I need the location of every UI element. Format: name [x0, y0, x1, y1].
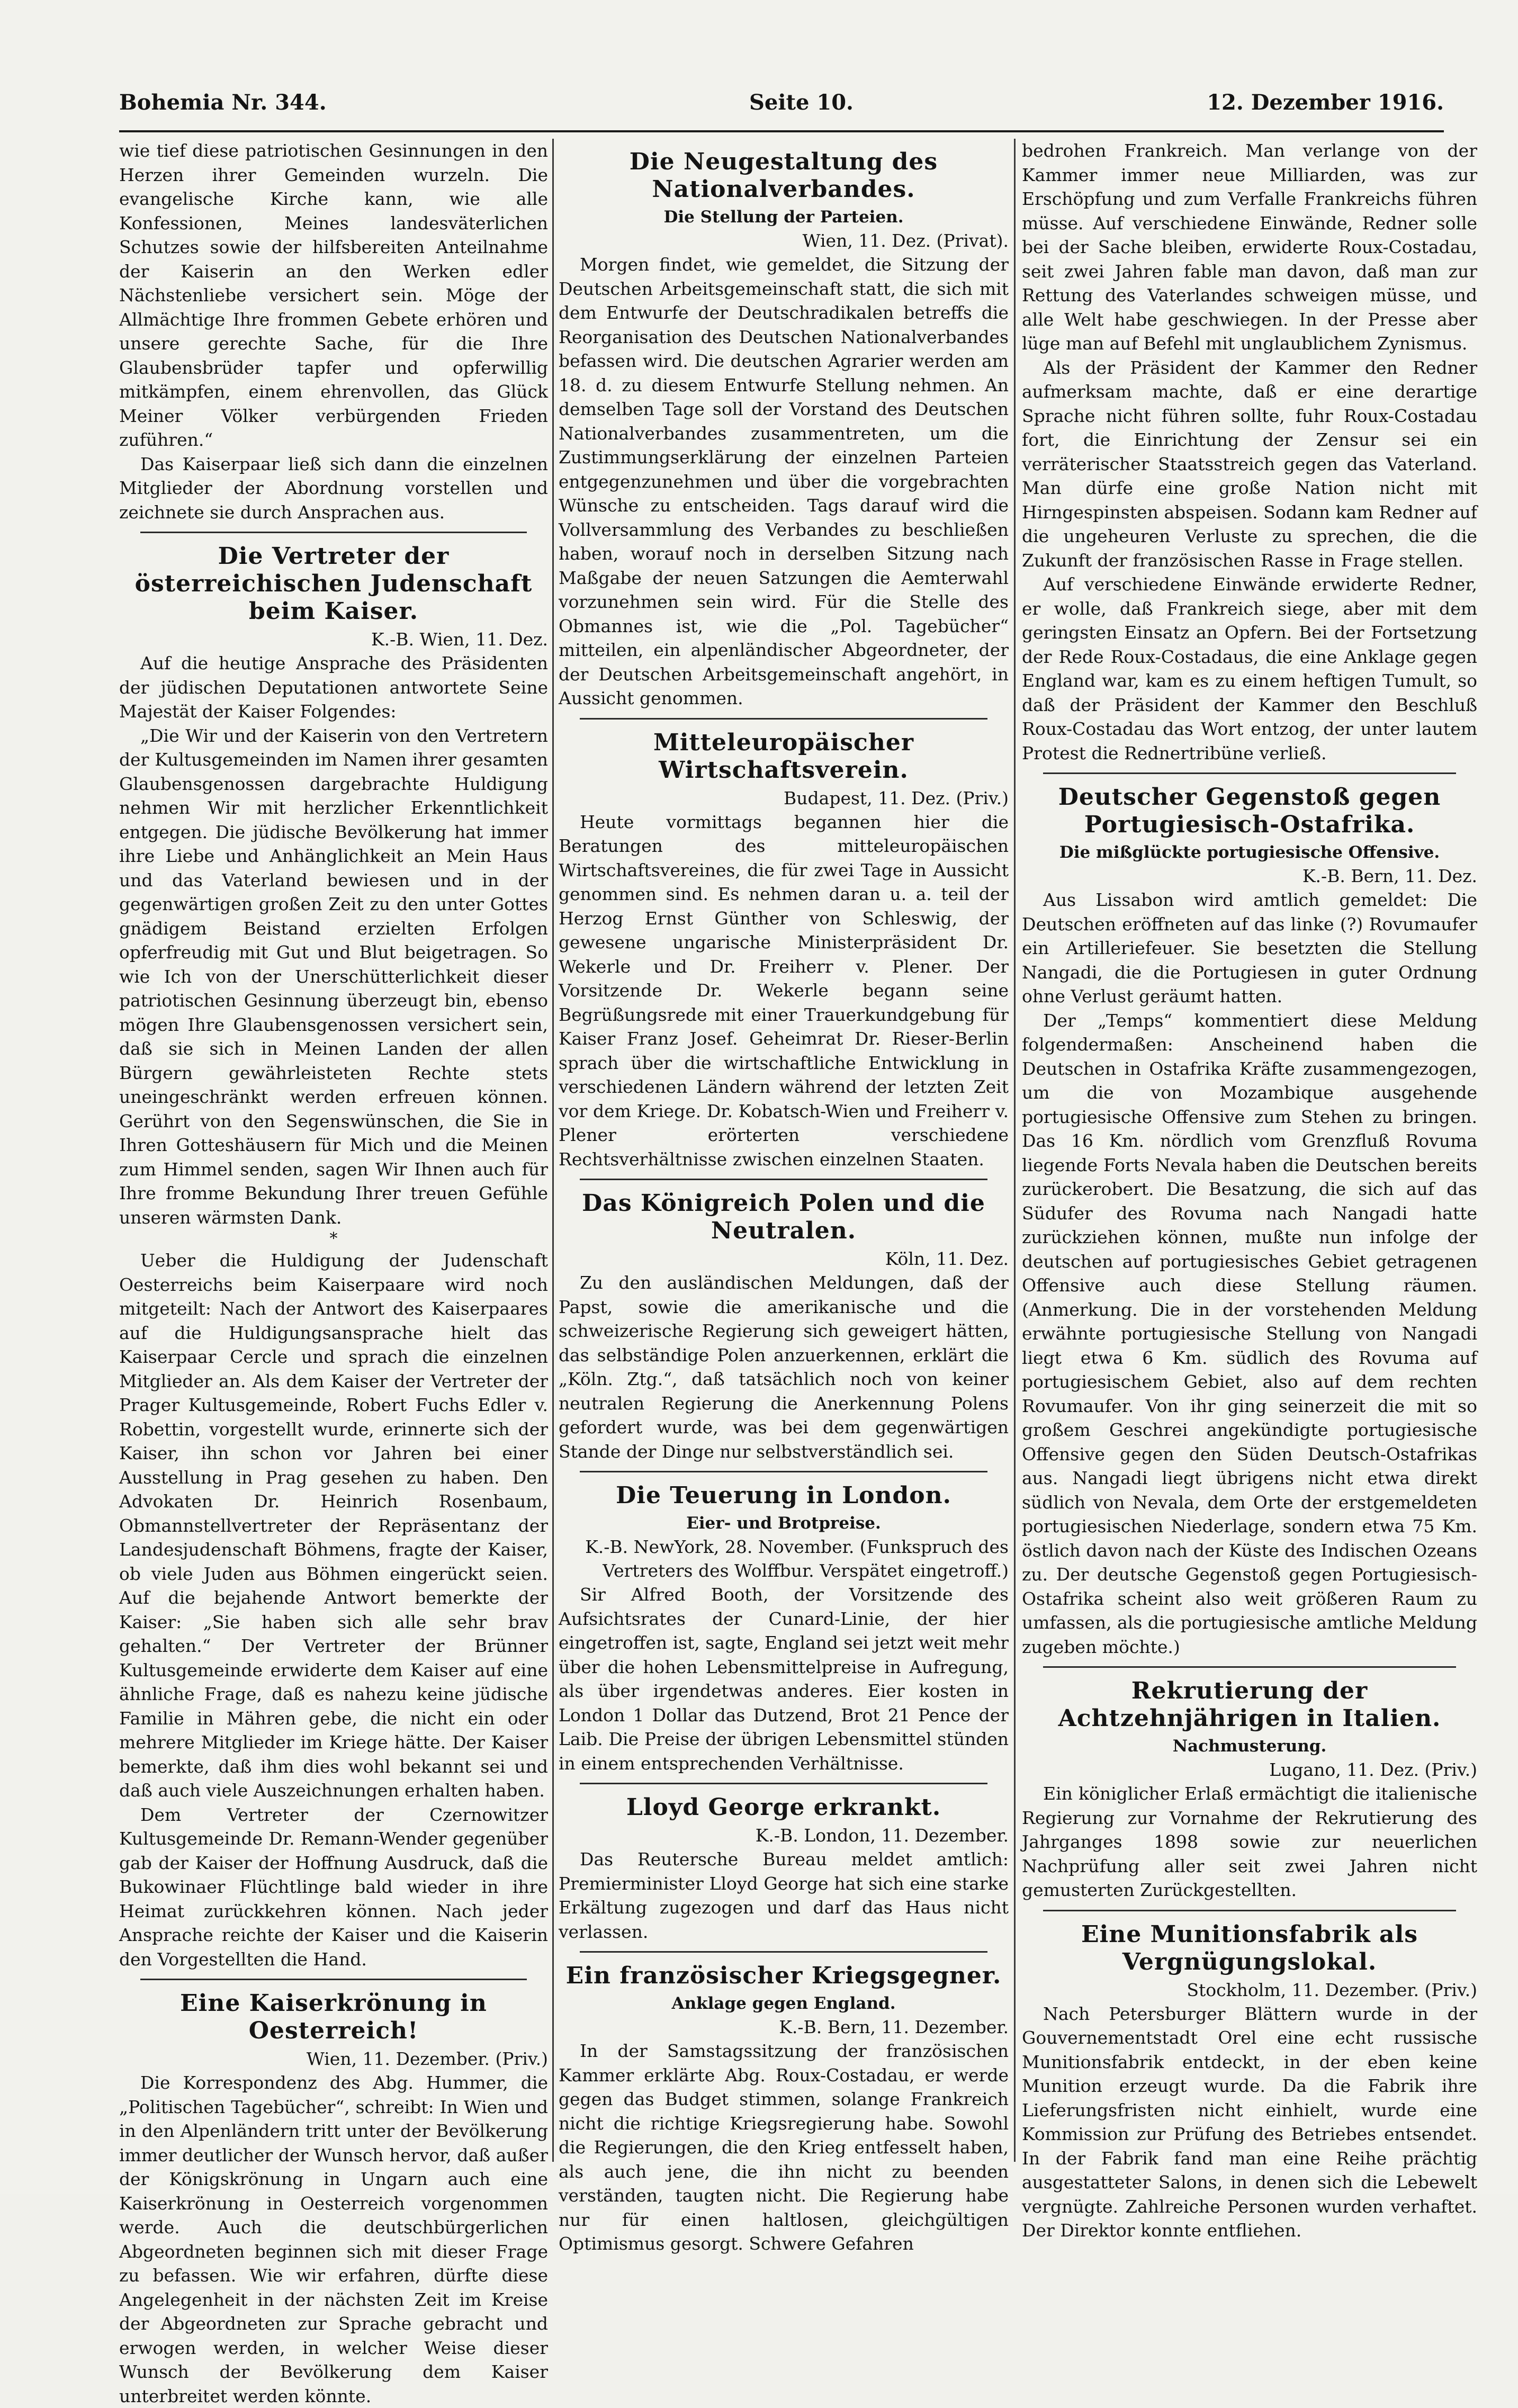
article-text: Nach Petersburger Blättern wurde in der Gouvernementstadt Orel eine echt russische Munitionsfabrik entdeckt, in der eben keine Munition erzeugt wurde. Da die Fabrik ihre Lieferungsfristen nicht einhielt, wurde eine Kommission zur Prüfung des Betriebes entsendet. In der Fabrik fand man eine Reihe prächtig ausgestatteter Salons, in denen sich die Lebewelt vergnügte. Zahlreiche Personen wurden verhaftet. Der Direktor konnte entfliehen.	[1022, 2003, 1477, 2241]
article-text: Dem Vertreter der Czernowitzer Kultusgemeinde Dr. Remann-Wender gegenüber gab der Kaiser der Hoffnung Ausdruck, daß die Bukowinaer Flüchtlinge bald wieder in ihre Heimat zurückkehren können. Nach jeder Ansprache reichte der Kaiser und die Kaiserin den Vorgestellten die Hand.	[119, 1804, 548, 1970]
article-text: Heute vormittags begannen hier die Beratungen des mitteleuropäischen Wirtschaftsvereines, die für zwei Tage in Aussicht genommen sind. Es nehmen daran u. a. teil der Herzog Ernst Günther von Schleswig, der gewesene ungarische Ministerpräsident Dr. Wekerle und Dr. Freiherr v. Plener. Der Vorsitzende Dr. Wekerle begann seine Begrüßungsrede mit einer Trauerkundgebung für Kaiser Franz Josef. Geheimrat Dr. Rieser-Berlin sprach über die wirtschaftliche Entwicklung in verschiedenen Ländern während der letzten Zeit vor dem Kriege. Dr. Kobatsch-Wien und Freiherr v. Plener erörterten verschiedene Rechtsverhältnisse zwischen einzelnen Staaten.	[559, 811, 1009, 1170]
article-dateline: Köln, 11. Dez.	[885, 1248, 1009, 1269]
column-divider	[1014, 139, 1016, 2162]
article-dateline: K.-B. NewYork, 28. November. (Funkspruch des Vertreters des Wolffbur. Verspätet eingetroff.)	[585, 1537, 1009, 1581]
article-subheadline: Nachmusterung.	[1172, 1737, 1327, 1756]
article-text: „Die Wir und der Kaiserin von den Vertretern der Kultusgemeinden im Namen ihrer gesamten Glaubensgenossen dargebrachte Huldigung nehmen Wir mit herzlicher Erkenntlichkeit entgegen. Die jüdische Bevölkerung hat immer ihre Liebe und Anhänglichkeit an Mein Haus und das Vaterland bewiesen und in der gegenwärtigen großen Zeit zu den unter Gottes gnädigem Beistand erzielten Erfolgen opferfreudig mit Gut und Blut beigetragen. So wie Ich von der Unerschütterlichkeit dieser patriotischen Gesinnung überzeugt bin, ebenso mögen Ihre Glaubensgenossen versichert sein, daß sie sich in Meinen Landen der allen Bürgern gewährleisteten Rechte stets uneingeschränkt werden erfreuen können. Gerührt von den Segenswünschen, die Sie in Ihren Gotteshäusern für Mich und die Meinen zum Himmel senden, sagen Wir Ihnen auch für Ihre fromme Bekundung Ihrer treuen Gefühle unseren wärmsten Dank.	[119, 725, 548, 1228]
article-headline: Rekrutierung der Achtzehnjährigen in Italien.	[1058, 1677, 1441, 1732]
article-divider	[1043, 1910, 1456, 1911]
article-divider	[140, 1979, 527, 1980]
article-headline: Die Teuerung in London.	[616, 1482, 951, 1509]
article-subheadline: Eier- und Brotpreise.	[686, 1514, 881, 1533]
article-text: Das Reutersche Bureau meldet amtlich: Premierminister Lloyd George hat sich eine starke Erkältung zugezogen und darf das Haus nicht verlassen.	[559, 1849, 1009, 1942]
column-divider	[552, 139, 554, 2162]
column-2	[559, 139, 1009, 2254]
article-text: wie tief diese patriotischen Gesinnungen in den Herzen ihrer Gemeinden wurzeln. Die evangelische Kirche kann, wie alle Konfessionen, Meines landesväterlichen Schutzes sowie der hilfsbereiten Anteilnahme der Kaiserin an den Werken edler Nächstenliebe versichert sein. Möge der Allmächtige Ihre frommen Gebete erhören und unsere gerechte Sache, für die Ihre Glaubensbrüder tapfer und opferwillig mitkämpfen, einem ehrenvollen, das Glück Meiner Völker verbürgenden Frieden zuführen.“	[119, 140, 548, 450]
article-divider	[580, 1471, 987, 1472]
article-text: In der Samstagssitzung der französischen Kammer erklärte Abg. Roux-Costadau, er werde gegen das Budget stimmen, solange Frankreich nicht die richtige Kriegsregierung habe. Sowohl die Regierungen, die den Krieg entfesselt haben, als auch jene, die ihn nicht zu beenden verständen, taugten nicht. Die Regierung habe nur für einen haltlosen, gleichgültigen Optimismus gesorgt. Schwere Gefahren	[559, 2041, 1009, 2254]
article-text: Morgen findet, wie gemeldet, die Sitzung der Deutschen Arbeitsgemeinschaft statt, die sich mit dem Entwurfe der Deutschradikalen betreffs die Reorganisation des Deutschen Nationalverbandes befassen wird. Die deutschen Agrarier werden am 18. d. zu diesem Entwurfe Stellung nehmen. An demselben Tage soll der Vorstand des Deutschen Nationalverbandes zusammentreten, um die Zustimmungserklärung der einzelnen Parteien entgegenzunehmen und über die vorgebrachten Wünsche zu entscheiden. Tags darauf wird die Vollversammlung des Verbandes zu beschließen haben, worauf noch in derselben Sitzung nach Maßgabe der neuen Satzungen die Aemterwahl vorzunehmen sein wird. Für die Stelle des Obmannes ist, wie die „Pol. Tagebücher“ mitteilen, ein alpenländischer Abgeordneter, der der Deutschen Arbeitsgemeinschaft angehört, in Aussicht genommen.	[559, 254, 1009, 708]
article-text: Sir Alfred Booth, der Vorsitzende des Aufsichtsrates der Cunard-Linie, der hier eingetroffen ist, sagte, England sei jetzt weit mehr über die hohen Lebensmittelpreise in Aufregung, als über irgendetwas anderes. Eier kosten in London 1 Dollar das Dutzend, Brot 21 Pence der Laib. Die Preise der übrigen Lebensmittel stünden in einem entsprechenden Verhältnisse.	[559, 1584, 1009, 1774]
article-dateline: Budapest, 11. Dez. (Priv.)	[784, 787, 1009, 808]
article-text: Die Korrespondenz des Abg. Hummer, die „Politischen Tagebücher“, schreibt: In Wien und in den Alpenländern tritt unter der Bevölkerung immer deutlicher der Wunsch hervor, daß außer der Königskrönung in Ungarn auch eine Kaiserkrönung in Oesterreich vorgenommen werde. Auch die deutschbürgerlichen Abgeordneten beginnen sich mit dieser Frage zu befassen. Wie wir erfahren, dürfte diese Angelegenheit in der nächsten Zeit im Kreise der Abgeordneten zur Sprache gebracht und erwogen werden, in welcher Weise dieser Wunsch der Bevölkerung dem Kaiser unterbreitet werden könnte.	[119, 2072, 548, 2406]
article-headline: Die Vertreter der österreichischen Judenschaft beim Kaiser.	[134, 543, 533, 625]
article-headline: Eine Munitionsfabrik als Vergnügungslokal.	[1081, 1920, 1418, 1975]
article-text: Zu den ausländischen Meldungen, daß der Papst, sowie die amerikanische und die schweizerische Regierung sich geweigert hätten, das selbständige Polen anzuerkennen, erklärt die „Köln. Ztg.“, daß tatsächlich noch von keiner neutralen Regierung die Anerkennung Polens gefordert wurde, was bei dem gegenwärtigen Stande der Dinge nur selbstverständlich sei.	[559, 1272, 1009, 1462]
article-headline: Lloyd George erkrankt.	[626, 1794, 941, 1821]
article-text: Das Kaiserpaar ließ sich dann die einzelnen Mitglieder der Abordnung vorstellen und zeichnete sie durch Ansprachen aus.	[119, 453, 548, 523]
issue-date: 12. Dezember 1916.	[1207, 90, 1444, 115]
article-divider	[580, 1179, 987, 1180]
article-divider	[1043, 772, 1456, 774]
section-star: *	[329, 1229, 338, 1248]
article-headline: Ein französischer Kriegsgegner.	[565, 1962, 1002, 1989]
article-dateline: Lugano, 11. Dez. (Priv.)	[1269, 1759, 1477, 1780]
article-subheadline: Die Stellung der Parteien.	[663, 208, 904, 227]
article-headline: Das Königreich Polen und die Neutralen.	[582, 1190, 985, 1244]
article-headline: Deutscher Gegenstoß gegen Portugiesisch-Ostafrika.	[1058, 784, 1441, 838]
article-text: Als der Präsident der Kammer den Redner aufmerksam machte, daß er eine derartige Sprache nicht führen sollte, fuhr Roux-Costadau fort, die Einrichtung der Zensur sei ein verräterischer Staatsstreich gegen das Vaterland. Man dürfe eine große Nation nicht mit Hirngespinsten abspeisen. Sodann kam Redner auf die ungeheuren Verluste zu sprechen, die die Zukunft der französischen Rasse in Frage stellen.	[1022, 357, 1477, 571]
article-divider	[1043, 1666, 1456, 1668]
page-number: Seite 10.	[749, 90, 854, 115]
article-text: bedrohen Frankreich. Man verlange von der Kammer immer neue Milliarden, was zur Erschöpfung und zum Verfalle Frankreichs führen müsse. Auf verschiedene Einwände, Redner solle bei der Sache bleiben, erwiderte Roux-Costadau, seit zwei Jahren fable man davon, daß man zur Rettung des Vaterlandes schweigen müsse, und alle Welt habe geschwiegen. In der Presse aber lüge man auf Befehl mit unglaublichem Zynismus.	[1022, 140, 1477, 354]
article-divider	[580, 1783, 987, 1784]
article-dateline: Stockholm, 11. Dezember. (Priv.)	[1187, 1979, 1477, 2000]
page-header	[119, 90, 1444, 127]
article-dateline: K.-B. Bern, 11. Dezember.	[779, 2017, 1009, 2037]
article-text: Ein königlicher Erlaß ermächtigt die italienische Regierung zur Vornahme der Rekrutierung des Jahrganges 1898 sowie zur neuerlichen Nachprüfung aller seit zwei Jahren nicht gemusterten Zurückgestellten.	[1022, 1783, 1477, 1900]
article-text: Ueber die Huldigung der Judenschaft Oesterreichs beim Kaiserpaare wird noch mitgeteilt: Nach der Antwort des Kaiserpaares auf die Huldigungsansprache hielt das Kaiserpaar Cercle und sprach die einzelnen Mitglieder an. Als dem Kaiser der Vertreter der Prager Kultusgemeinde, Robert Fuchs Edler v. Robettin, vorgestellt wurde, erinnerte sich der Kaiser, ihn schon vor Jahren bei einer Ausstellung in Prag gesehen zu haben. Den Advokaten Dr. Heinrich Rosenbaum, Obmannstellvertreter der Repräsentanz der Landesjudenschaft Böhmens, fragte der Kaiser, ob viele Juden aus Böhmen eingerückt seien. Auf die bejahende Antwort bemerkte der Kaiser: „Sie haben sich alle sehr brav gehalten.“ Der Vertreter der Brünner Kultusgemeinde erwiderte dem Kaiser auf eine ähnliche Frage, daß es nahezu keine jüdische Familie in Mähren gebe, die nicht ein oder mehrere Mitglieder im Kriege hätte. Der Kaiser bemerkte, daß ihm dies wohl bekannt sei und daß auch viele Auszeichnungen erhalten haben.	[119, 1250, 548, 1801]
article-dateline: Wien, 11. Dezember. (Priv.)	[306, 2048, 548, 2069]
article-text: Auf verschiedene Einwände erwiderte Redner, er wolle, daß Frankreich siege, aber mit dem geringsten Einsatz an Opfern. Bei der Fortsetzung der Rede Roux-Costadaus, die eine Anklage gegen England war, kam es zu einem heftigen Tumult, so daß der Präsident der Kammer den Beschluß Roux-Costadau das Wort entzog, der unter lautem Protest die Rednertribüne verließ.	[1022, 574, 1477, 763]
article-divider	[580, 718, 987, 720]
article-headline: Mitteleuropäischer Wirtschaftsverein.	[653, 729, 914, 784]
article-dateline: K.-B. Wien, 11. Dez.	[371, 629, 548, 650]
article-dateline: Wien, 11. Dez. (Privat).	[802, 230, 1009, 251]
article-dateline: K.-B. London, 11. Dezember.	[755, 1825, 1009, 1846]
article-divider	[580, 1951, 987, 1953]
article-text: Aus Lissabon wird amtlich gemeldet: Die Deutschen eröffneten auf das linke (?) Rovumaufer ein Artilleriefeuer. Sie besetzten die Stellung Nangadi, die die Portugiesen in guter Ordnung ohne Verlust geräumt hatten.	[1022, 889, 1477, 1007]
header-rule	[119, 130, 1444, 132]
article-headline: Die Neugestaltung des Nationalverbandes.	[629, 148, 938, 203]
article-subheadline: Die mißglückte portugiesische Offensive.	[1059, 843, 1440, 862]
article-headline: Eine Kaiserkrönung in Oesterreich!	[180, 1990, 487, 2044]
article-subheadline: Anklage gegen England.	[671, 1994, 896, 2013]
column-3	[1022, 139, 1477, 2241]
article-dateline: K.-B. Bern, 11. Dez.	[1302, 866, 1477, 886]
article-text: Auf die heutige Ansprache des Präsidenten der jüdischen Deputationen antwortete Seine Majestät der Kaiser Folgendes:	[119, 653, 548, 722]
column-1	[119, 139, 548, 2406]
article-text: Der „Temps“ kommentiert diese Meldung folgendermaßen: Anscheinend haben die Deutschen in Ostafrika Kräfte zusammengezogen, um die von Mozambique ausgehende portugiesische Offensive zum Stehen zu bringen. Das 16 Km. nördlich vom Grenzfluß Rovuma liegende Forts Nevala haben die Deutschen bereits zurückerobert. Die Besatzung, die sich auf das Südufer des Rovuma nach Nangadi hatte zurückziehen können, mußte nun infolge der deutschen auf portugiesisches Gebiet getragenen Offensive auch diese Stellung räumen. (Anmerkung. Die in der vorstehenden Meldung erwähnte portugiesische Stellung von Nangadi liegt etwa 6 Km. südlich des Rovuma auf portugiesischem Gebiet, also auf dem rechten Rovumaufer. Von ihr ging seinerzeit die mit so großem Geschrei angekündigte portugiesische Offensive gegen den Süden Deutsch-Ostafrikas aus. Nangadi liegt übrigens nicht etwa direkt südlich von Nevala, dem Orte der erstgemeldeten portugiesischen Niederlage, sondern etwa 75 Km. östlich davon nach der Küste des Indischen Ozeans zu. Der deutsche Gegenstoß gegen Portugiesisch-Ostafrika scheint also weit größeren Raum zu umfassen, als die portugiesische amtliche Meldung zugeben möchte.)	[1022, 1010, 1477, 1657]
newspaper-issue: Bohemia Nr. 344.	[119, 90, 327, 115]
article-divider	[140, 532, 527, 533]
